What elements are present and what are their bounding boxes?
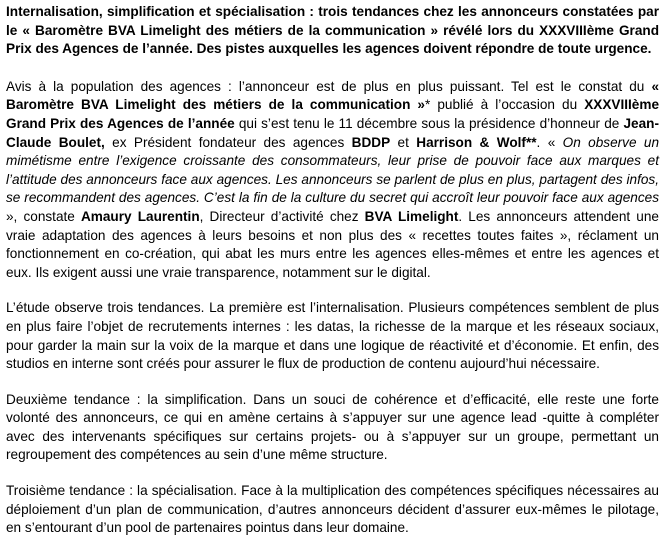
p1-text-9: . Les annonceurs attendent une vraie adaptation des agences à leurs besoins et non plus des « recettes toutes faites », réclament un fonctionnement en co-création, qui abat les murs entre les agences elles-mêmes et entre les agences et eux. Ils exigent aussi une vraie transparence, notamment sur le digital. — [6, 208, 659, 280]
paragraph-simplification: Deuxième tendance : la simplification. Dans un souci de cohérence et d’efficacité, elle reste une forte volonté des annonceurs, ce qui en amène certains à s’appuyer sur une agence lead -quitte à compléter avec des intervenants spécifiques sur certains projets- ou à s’appuyer sur un groupe, permettant un regroupement des compétences au sein d’une même structure. — [6, 391, 659, 463]
p1-text-8: , Directeur d’activité chez — [199, 208, 365, 224]
p1-text-1: Avis à la population des agences : l’annonceur est de plus en plus puissant. Tel est le constat du — [6, 78, 652, 94]
quote-italic: On observe un mimétisme entre l’exigence croissante des consommateurs, leur prise de pouvoir face aux marques et l’attitude des annonceurs face aux agences. Les annonceurs se parlent de plus en plus, partagent des infos, se recommandent des agences. C’est la fin de la culture du secret qui accroît leur pouvoir face aux agences — [6, 134, 660, 206]
agency-bddp: BDDP — [351, 134, 391, 150]
company-bva-limelight: BVA Limelight — [364, 208, 459, 224]
p1-text-3: qui s’est tenu le 11 décembre sous la présidence d’honneur de — [234, 115, 624, 131]
barometre-name: « Baromètre BVA Limelight des métiers de la communication » — [6, 78, 659, 113]
grand-prix-name: XXXVIIIème Grand Prix des Agences de l’année — [6, 97, 660, 131]
p1-text-6: . « — [536, 134, 563, 150]
p1-text-7: », constate — [6, 208, 81, 224]
p1-text-4: ex Président fondateur des agences — [104, 134, 352, 150]
article-lead: Internalisation, simplification et spécialisation : trois tendances chez les annonceurs constatées par le « Baromètre BVA Limelight des métiers de la communication » révélé lors du XXXVIIIème Grand Prix des Agences de l’année. Des pistes auxquelles les agences doivent répondre de toute urgence. — [6, 4, 659, 57]
p1-text-2: * publié à l’occasion du — [425, 97, 585, 113]
paragraph-barometre — [6, 78, 659, 283]
person-amaury-laurentin: Amaury Laurentin — [80, 208, 200, 224]
person-jean-claude-boulet: Jean-Claude Boulet, — [6, 115, 659, 150]
p1-text-5: et — [390, 134, 417, 150]
paragraph-internalisation: L’étude observe trois tendances. La première est l’internalisation. Plusieurs compétences semblent de plus en plus faire l’objet de recrutements internes : les datas, la richesse de la marque et les réseaux sociaux, pour garder la main sur la voix de la marque et dans une logique de réactivité et d’économie. Et enfin, des studios en interne sont créés pour assurer le flux de production de contenu aujourd’hui nécessaire. — [6, 300, 659, 372]
paragraph-specialisation: Troisième tendance : la spécialisation. Face à la multiplication des compétences spécifiques nécessaires au déploiement d’un plan de communication, d’autres annonceurs décident d’assurer eux-mêmes le pilotage, en s’entourant d’un pool de partenaires pointus dans leur domaine. — [6, 483, 659, 536]
agency-harrison-wolf: Harrison & Wolf** — [416, 134, 537, 150]
